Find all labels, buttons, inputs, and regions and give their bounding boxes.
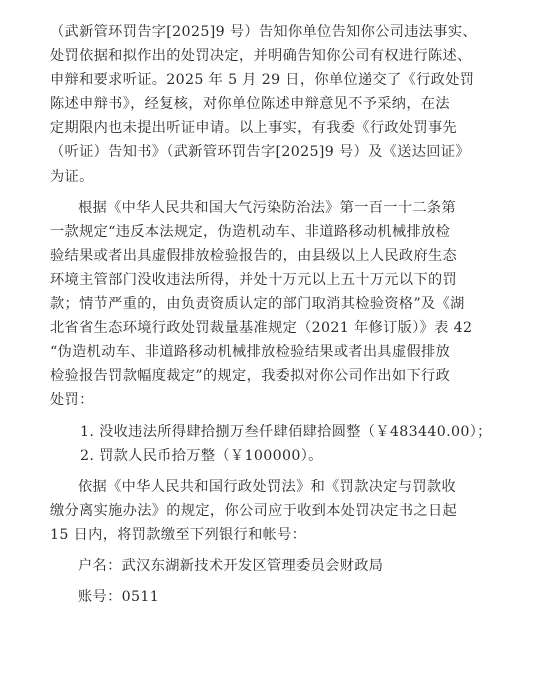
- text-line: 依据《中华人民共和国行政处罚法》和《罚款决定与罚款收: [78, 478, 456, 495]
- text-line: 处罚依据和拟作出的处罚决定，并明确告知你公司有权进行陈述、: [50, 48, 472, 65]
- account-name: 户名：武汉东湖新技术开发区管理委员会财政局: [78, 557, 384, 574]
- text-line: 申辩和要求听证。2025 年 5 月 29 日，你单位递交了《行政处罚: [50, 72, 475, 89]
- text-line: 北省省生态环境行政处罚裁量基准规定（2021 年修订版）》表 42: [50, 320, 473, 337]
- text-line: 处罚：: [50, 392, 94, 409]
- text-line: （武新管环罚告字[2025]9 号）告知你单位告知你公司违法事实、: [50, 24, 477, 40]
- text-line: 定期限内也未提出听证申请。以上事实，有我委《行政处罚事先: [50, 120, 458, 137]
- text-line: 根据《中华人民共和国大气污染防治法》第一百一十二条第: [78, 199, 456, 216]
- document-page: [50, 20, 508, 609]
- text-line: 检验报告罚款幅度裁定”的规定，我委拟对你公司作出如下行政: [50, 368, 451, 385]
- text-line: 为证。: [50, 168, 94, 185]
- paragraph-legal-basis: [50, 196, 508, 413]
- text-line: 一款规定“违反本法规定，伪造机动车、非道路移动机械排放检: [50, 223, 451, 240]
- paragraph-facts: [50, 20, 508, 189]
- bank-details: [50, 554, 508, 609]
- paragraph-payment: [50, 475, 508, 547]
- text-line: 15 日内，将罚款缴至下列银行和帐号：: [50, 526, 307, 543]
- account-number: 账号：0511: [78, 589, 160, 606]
- list-item: 1. 没收违法所得肆拾捌万叁仟肆佰肆拾圆整（￥483440.00）；: [80, 423, 492, 440]
- text-line: （听证）告知书》（武新管环罚告字[2025]9 号）及《送达回证》: [50, 144, 470, 161]
- text-line: 验结果或者出具虚假排放检验报告的，由县级以上人民政府生态: [50, 247, 458, 264]
- penalty-list: [50, 420, 508, 468]
- text-line: 款；情节严重的，由负责资质认定的部门取消其检验资格”及《湖: [50, 296, 465, 313]
- text-line: “伪造机动车、非道路移动机械排放检验结果或者出具虚假排放: [50, 344, 451, 361]
- text-line: 环境主管部门没收违法所得，并处十万元以上五十万元以下的罚: [50, 271, 458, 288]
- text-line: 缴分离实施办法》的规定，你公司应于收到本处罚决定书之日起: [50, 502, 458, 519]
- text-line: 陈述申辩书》，经复核，对你单位陈述申辩意见不予采纳，在法: [50, 96, 450, 113]
- list-item: 2. 罚款人民币拾万整（￥100000）。: [80, 447, 323, 464]
